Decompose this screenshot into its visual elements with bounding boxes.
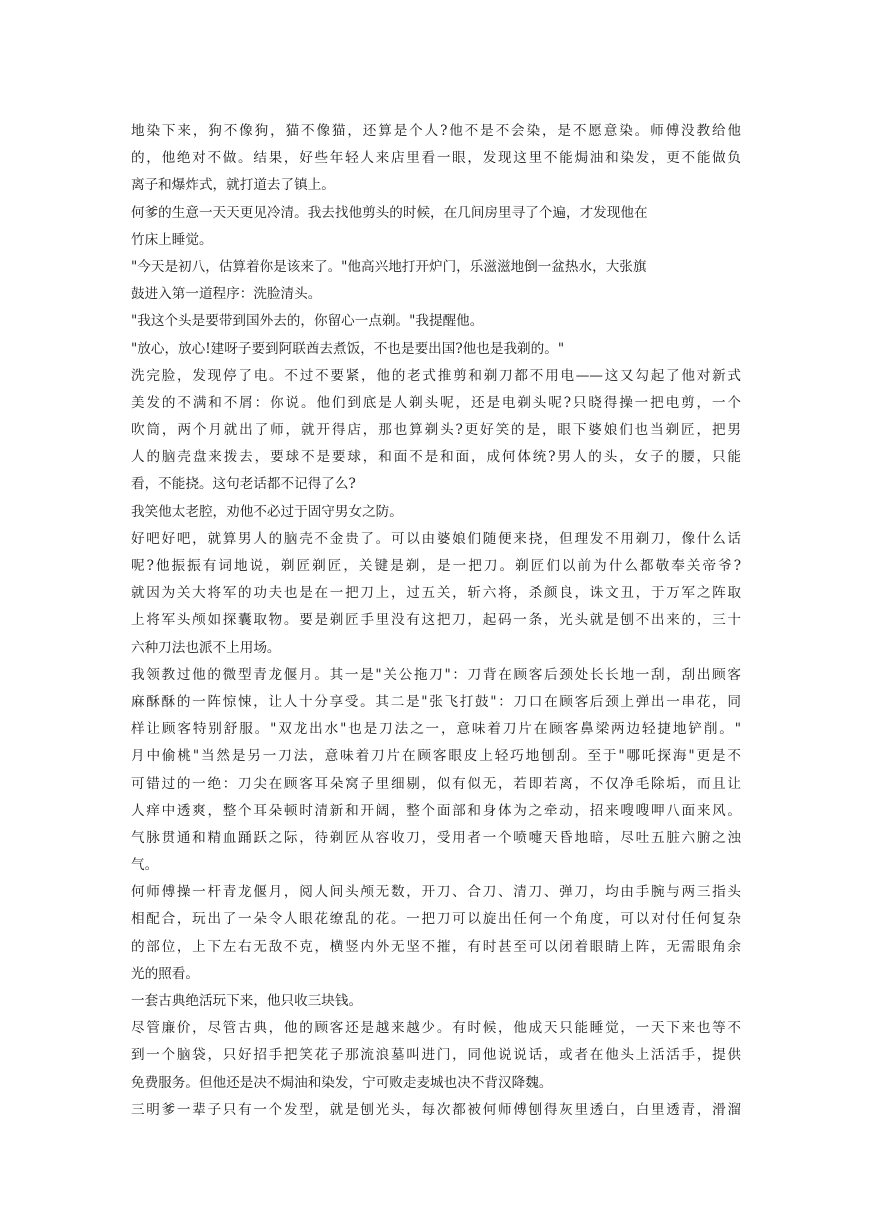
text-line: 月中偷桃"当然是另一刀法，意味着刀片在顾客眼皮上轻巧地刨刮。至于"哪吒探海"更是不 bbox=[131, 748, 741, 765]
text-line: 上将军头颅如探囊取物。要是剃匠手里没有这把刀，起码一条，光头就是刨不出来的，三十 bbox=[131, 612, 741, 629]
document-page bbox=[131, 118, 741, 1124]
text-line: 样让顾客特别舒服。"双龙出水"也是刀法之一，意味着刀片在顾客鼻梁两边轻捷地铲削。" bbox=[131, 721, 741, 738]
text-line: 三明爹一辈子只有一个发型，就是刨光头，每次都被何师傅刨得灰里透白，白里透青，滑溜 bbox=[131, 1101, 741, 1118]
text-line: 就因为关大将军的功夫也是在一把刀上，过五关，斩六将，杀颜良，诛文丑，于万军之阵取 bbox=[131, 585, 741, 602]
text-line: 六种刀法也派不上用场。 bbox=[131, 639, 281, 656]
text-line: 人痒中透爽，整个耳朵顿时清新和开阔，整个面部和身体为之牵动，招来嗖嗖呷八面来风。 bbox=[131, 802, 741, 819]
text-line: "我这个头是要带到国外去的，你留心一点剃。"我提醒他。 bbox=[131, 313, 484, 330]
text-line: 的，他绝对不做。结果，好些年轻人来店里看一眼，发现这里不能焗油和染发，更不能做负 bbox=[131, 150, 741, 167]
text-line: 美发的不满和不屑：你说。他们到底是人剃头呢，还是电剃头呢?只晓得操一把电剪，一个 bbox=[131, 394, 741, 411]
text-line: 气。 bbox=[131, 857, 159, 874]
text-line: 洗完脸，发现停了电。不过不要紧，他的老式推剪和剃刀都不用电——这又勾起了他对新式 bbox=[131, 367, 741, 384]
text-line: 到一个脑袋，只好招手把笑花子那流浪墓叫进门，同他说说话，或者在他头上活活手，提供 bbox=[131, 1047, 741, 1064]
text-line: 可错过的一绝：刀尖在顾客耳朵窝子里细剔，似有似无，若即若离，不仅净毛除垢，而且让 bbox=[131, 775, 741, 792]
text-line: 的部位，上下左右无敌不克，横竖内外无坚不摧，有时甚至可以闭着眼睛上阵，无需眼角余 bbox=[131, 938, 741, 955]
text-line: 气脉贯通和精血踊跃之际，待剃匠从容收刀，受用者一个喷嚏天昏地暗，尽吐五脏六腑之浊 bbox=[131, 829, 741, 846]
text-line: 我领教过他的微型青龙偃月。其一是"关公拖刀"：刀背在顾客后颈处长长地一刮，刮出顾客 bbox=[131, 666, 741, 683]
text-line: 光的照看。 bbox=[131, 965, 199, 982]
text-line: 相配合，玩出了一朵令人眼花缭乱的花。一把刀可以旋出任何一个角度，可以对付任何复杂 bbox=[131, 911, 741, 928]
text-line: 竹床上睡觉。 bbox=[131, 231, 213, 248]
text-line: 何师傅操一杆青龙偃月，阅人间头颅无数，开刀、合刀、清刀、弹刀，均由手腕与两三指头 bbox=[131, 884, 741, 901]
text-line: 好吧好吧，就算男人的脑壳不金贵了。可以由婆娘们随便来挠，但理发不用剃刀，像什么话 bbox=[131, 530, 741, 547]
text-line: 麻酥酥的一阵惊悚，让人十分享受。其二是"张飞打鼓"：刀口在顾客后颈上弹出一串花，同 bbox=[131, 693, 741, 710]
text-line: 我笑他太老腔，劝他不必过于固守男女之防。 bbox=[131, 503, 403, 520]
text-line: 离子和爆炸式，就打道去了镇上。 bbox=[131, 177, 335, 194]
text-line: 人的脑壳盘来拨去，要球不是要球，和面不是和面，成何体统?男人的头，女子的腰，只能 bbox=[131, 449, 741, 466]
text-line: 尽管廉价，尽管古典，他的顾客还是越来越少。有时候，他成天只能睡觉，一天下来也等不 bbox=[131, 1020, 741, 1037]
text-line: 地染下来，狗不像狗，猫不像猫，还算是个人?他不是不会染，是不愿意染。师傅没教给他 bbox=[131, 123, 741, 139]
text-line: 鼓进入第一道程序：洗脸清头。 bbox=[131, 286, 322, 303]
text-line: 免费服务。但他还是决不焗油和染发，宁可败走麦城也决不背汉降魏。 bbox=[131, 1074, 553, 1091]
text-line: "今天是初八，估算着你是该来了。"他高兴地打开炉门，乐滋滋地倒一盆热水，大张旗 bbox=[131, 258, 647, 275]
text-line: 吹筒，两个月就出了师，就开得店，那也算剃头?更好笑的是，眼下婆娘们也当剃匠，把男 bbox=[131, 422, 741, 439]
text-line: 一套古典绝活玩下来，他只收三块钱。 bbox=[131, 993, 363, 1009]
text-line: 看，不能挠。这句老话都不记得了么? bbox=[131, 476, 356, 493]
text-line: 何爹的生意一天天更见冷清。我去找他剪头的时候，在几间房里寻了个遍，才发现他在 bbox=[131, 204, 648, 221]
text-line: "放心，放心!建呀子要到阿联酋去煮饭，不也是要出国?他也是我剃的。" bbox=[131, 340, 565, 357]
text-line: 呢?他振振有词地说，剃匠剃匠，关键是剃，是一把刀。剃匠们以前为什么都敬奉关帝爷? bbox=[131, 558, 741, 574]
